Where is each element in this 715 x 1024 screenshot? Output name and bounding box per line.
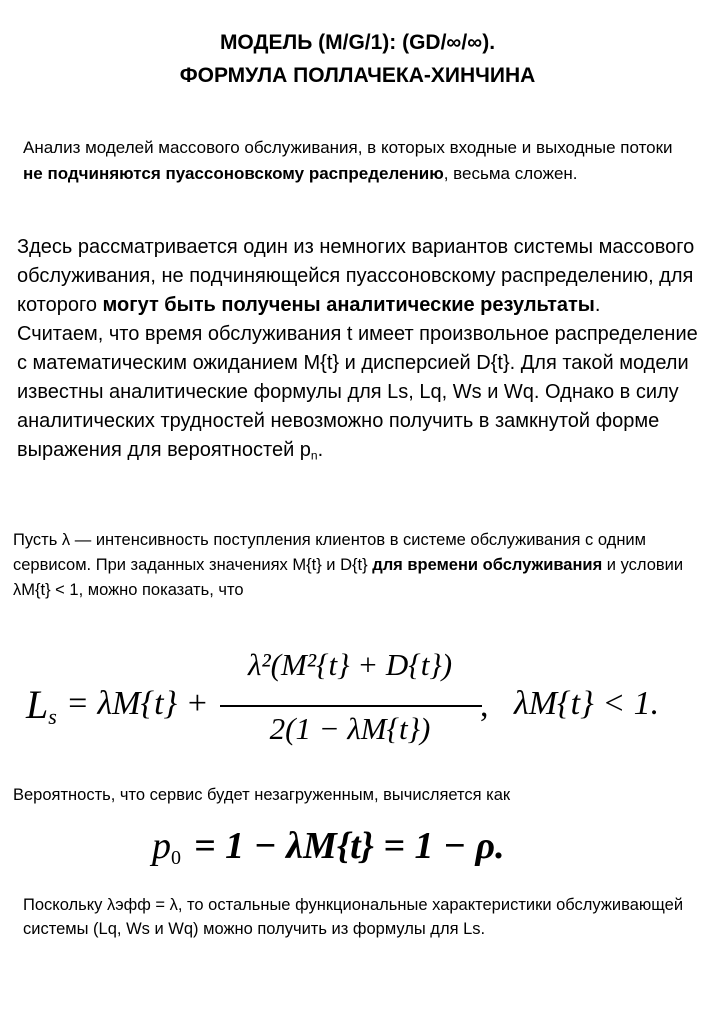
model-description-paragraph: [17, 233, 707, 471]
intro-text-1: Анализ моделей массового обслуживания, в которых входные и выходные потоки: [23, 138, 673, 157]
formula1-comma: ,: [480, 687, 489, 724]
lambda-text-1: Пусть λ — интенсивность поступления клиентов в системе обслуживания с одним сервисом. При заданных значениях M{t} и D{t}: [13, 531, 646, 574]
formula2-lhs-subscript: 0: [171, 847, 181, 869]
formula2-rhs: = 1 − λM{t} = 1 − ρ.: [194, 825, 505, 867]
intro-text-2: , весьма сложен.: [443, 164, 578, 183]
model-subscript-n: n: [310, 448, 318, 463]
intro-paragraph: [23, 135, 693, 187]
idle-probability-formula: [0, 818, 715, 878]
formula1-fraction-bar: [220, 705, 482, 707]
lambda-paragraph: [13, 528, 703, 603]
model-text-3: Считаем, что время обслуживания t имеет произвольное распределение с математическим ожиданием M{t} и дисперсией D{t}. Для такой модели известны аналитические формулы для Ls, Lq, Ws и Wq. Однако в силу аналитических трудностей невозможно получить в замкнутой форме выражения для вероятностей p: [17, 323, 698, 461]
model-text-1: Здесь рассматривается один из немногих вариантов системы массового обслуживания, не подчиняющейся пуассоновскому распределению, для которого: [17, 236, 695, 316]
formula2-lhs: $p_0$: [152, 825, 181, 869]
title-line-1: МОДЕЛЬ (M/G/1): (GD/∞/∞).: [219, 31, 496, 54]
lambda-bold-text: для времени обслуживания: [372, 556, 603, 574]
formula1-numerator: λ²(M²{t} + D{t}): [247, 647, 453, 682]
formula1-first-term: = λM{t} +: [66, 685, 209, 722]
formula1-condition: λM{t} < 1.: [514, 685, 660, 722]
pollaczek-khinchine-formula: [0, 645, 715, 765]
idle-probability-paragraph: Вероятность, что сервис будет незагруженным, вычисляется как: [13, 786, 511, 804]
model-bold-text: могут быть получены аналитические результаты: [102, 294, 595, 316]
lambda-text-2: и условии λM{t} < 1, можно показать, что: [13, 556, 684, 599]
intro-bold-text: не подчиняются пуассоновскому распределению: [23, 164, 444, 183]
page-title: [0, 26, 715, 92]
conclusion-paragraph: Поскольку λэфф = λ, то остальные функциональные характеристики обслуживающей системы (Lq, Ws и Wq) можно получить из формулы для Ls.: [23, 896, 684, 938]
model-text-4: .: [317, 439, 324, 461]
formula1-lhs-subscript: s: [48, 704, 57, 729]
formula1-lhs: $L_s$: [26, 682, 57, 729]
title-line-2: ФОРМУЛА ПОЛЛАЧЕКА-ХИНЧИНА: [179, 64, 536, 87]
model-text-2: .: [594, 294, 601, 316]
formula1-denominator: 2(1 − λM{t}): [269, 711, 431, 746]
